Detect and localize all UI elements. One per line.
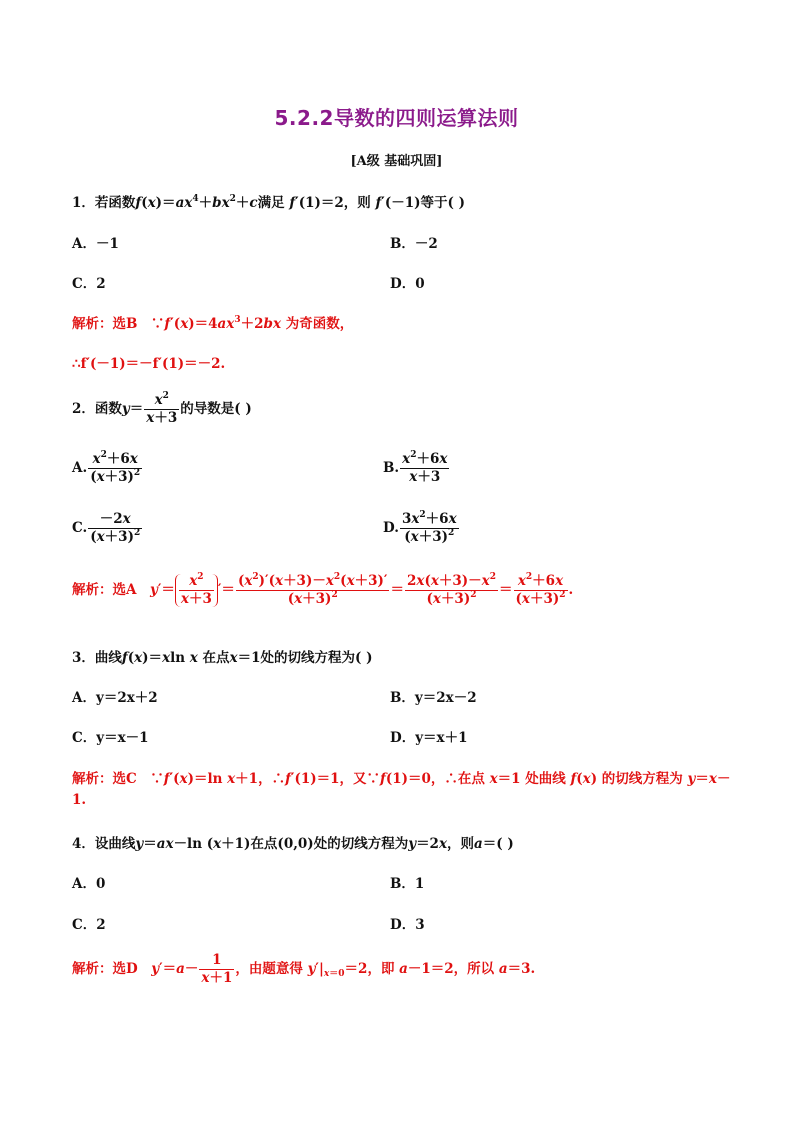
q4-solution-label: 解析：选D [72,960,138,977]
q4-text-c: ，则 [447,836,475,852]
q2-solution: 解析：选A y′＝ $\frac{x^2}{x+3}$ ′＝ $\frac{(x^2)'(x+3)-x^2(x+3)'}{(x+3)^2}$ ＝ $\frac{2x(x+3)-x^2}{(x+3)^2}$ ＝ $\frac{x^2+6x}{(x+3)^2}$ . [72,572,574,607]
q1-solution-line2: ∴f′(－1)＝－f′(1)＝－2. [72,356,226,372]
q2-option-b: B. $\frac{x^2+6x}{x+3}$ [383,450,448,485]
q3-text-b: 在点 [202,650,230,666]
question-1: 1．若函数$f(x)=ax^4+bx^2+c$满足 f′(1)＝2，则 f′(－1)等于( ) [72,194,465,211]
question-4: 4．设曲线y＝ax－ln (x＋1)在点(0,0)处的切线方程为y＝2x，则a＝( ) [72,836,514,852]
q1-solution-label: 解析：选B [72,316,138,332]
q1-option-c: C．2 [72,276,106,292]
q4-option-a: A．0 [72,876,106,892]
q2-option-a: A. $\frac{x^2+6x}{(x+3)^2}$ [72,450,141,485]
q4-option-c: C．2 [72,917,106,933]
q1-text-a: 若函数 [94,195,136,211]
q2-option-d: D. $\frac{3x^2+6x}{(x+3)^2}$ [383,510,457,545]
q2-number: 2．函数 [72,400,122,417]
q2-text-b: 的导数是( ) [180,400,252,417]
q1-number: 1． [72,195,95,211]
q3-option-c: C．y＝x－1 [72,730,149,746]
q2-option-c: C. $\frac{-2x}{(x+3)^2}$ [72,511,141,545]
q4-number: 4．设曲线 [72,836,136,852]
question-3: 3．曲线f(x)＝xln x 在点x＝1处的切线方程为( ) [72,650,373,666]
q3-solution-line2: 1. [72,792,87,808]
question-2: 2．函数y＝ $\frac{x^2}{x+3}$ 的导数是( ) [72,391,252,426]
q4-option-b: B．1 [390,876,425,892]
q1-option-a: A．－1 [72,236,119,252]
q2-option-d-label: D. [383,519,399,536]
q1-option-d: D．0 [390,276,425,292]
q4-option-d: D．3 [390,917,425,933]
q3-number: 3．曲线 [72,650,122,666]
q3-option-b: B．y＝2x－2 [390,690,477,706]
q3-solution: 解析：选C ∵f′(x)＝ln x＋1，∴f′(1)＝1，又∵f(1)＝0，∴在点 x＝1 处曲线 f(x) 的切线方程为 y＝x－ [72,771,731,787]
q1-option-b: B．－2 [390,236,438,252]
q1-text-b: 满足 [257,195,285,211]
q4-text-b: 在点(0,0)处的切线方程为 [250,836,409,852]
q3-option-d: D．y＝x＋1 [390,730,468,746]
page-title: 5.2.2导数的四则运算法则 [274,106,519,130]
q3-text-c: 处的切线方程为( ) [260,650,373,666]
q4-solution: 解析：选D y′＝a－ $\frac{1}{x+1}$ ，由题意得 $y'|_{x=0}=2$，即 a－1＝2，所以 a＝3. [72,952,536,986]
section-level: [A级 基础巩固] [350,154,443,169]
q2-option-c-label: C. [72,519,88,536]
q1-solution: 解析：选B $\because f'(x)=4ax^3+2bx$ 为奇函数， [72,315,354,332]
q1-text-c: 等于( ) [420,195,465,211]
q2-option-a-label: A. [72,459,88,476]
q4-text-d: ＝( ) [482,836,514,852]
q3-option-a: A．y＝2x＋2 [72,690,158,706]
q2-option-b-label: B. [383,459,400,476]
q2-solution-label: 解析：选A [72,581,137,598]
q3-solution-label: 解析：选C [72,771,137,787]
